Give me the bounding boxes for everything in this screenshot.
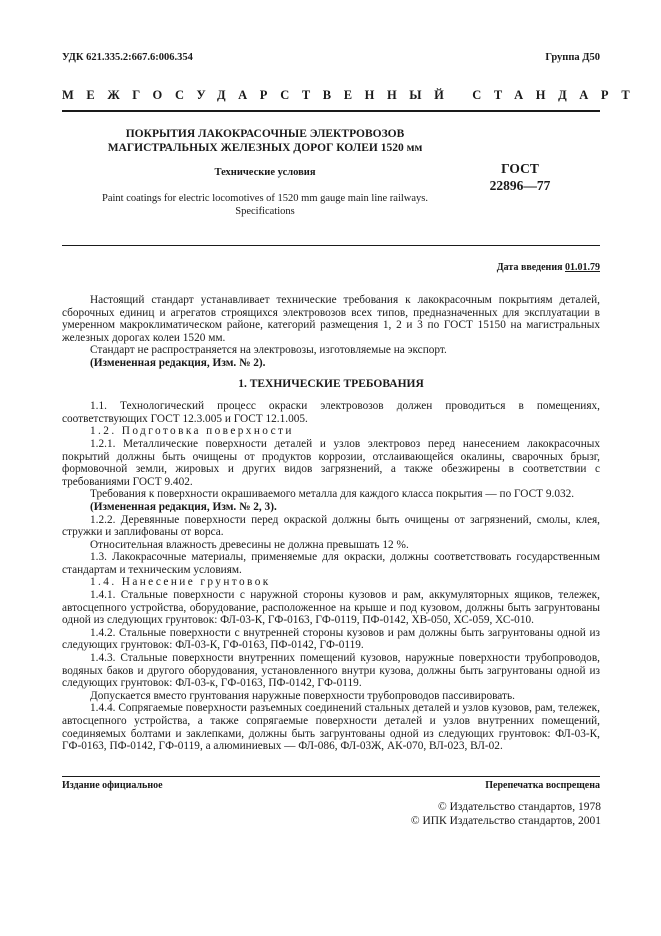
english-title — [80, 192, 450, 218]
subsection-title: 1.4. Нанесение грунтовок — [90, 576, 271, 589]
body-paragraph: Настоящий стандарт устанавливает технические требования к лакокрасочным покрытиям деталей, сборочных единиц и агрегатов строящихся электровозов всех типов, предназначенных для эксплуатации в умеренном макроклиматическом районе, категорий размещения 1, 2 и 3 по ГОСТ 15150 на магистральных железных дорогах колеи 1520 мм. — [62, 294, 600, 344]
clause: 1.1. Технологический процесс окраски электровозов должен проводиться в помещениях, соответствующих ГОСТ 12.3.005 и ГОСТ 12.1.005. — [62, 400, 600, 425]
english-title-line-2: Specifications — [235, 206, 295, 217]
title-line-2: МАГИСТРАЛЬНЫХ ЖЕЛЕЗНЫХ ДОРОГ КОЛЕИ 1520 мм — [107, 142, 423, 154]
clause: 1.2.1. Металлические поверхности деталей и узлов электровоз перед нанесением лакокрасочных покрытий должны быть очищены от продуктов коррозии, отслаивающейся окалины, сварочных брызг, формовочной земли, жировых и других видов загрязнений, а также обезжирены в соответствии с требованиями ГОСТ 9.402. — [62, 437, 600, 488]
introduction-date — [497, 262, 600, 273]
clause: 1.3. Лакокрасочные материалы, применяемые для окраски, должны соответствовать государственным стандартам и техническим условиям. — [62, 551, 600, 576]
standard-type: МЕЖГОСУДАРСТВЕННЫЙ СТАНДАРТ — [62, 88, 643, 102]
clause: 1.4.3. Стальные поверхности внутренних помещений кузовов, наружные поверхности трубопроводов, водяных баков и другого оборудования, установленного внутри кузова, должны быть загрунтованы одной из следующих грунтовок: ФЛ-03-к, ГФ-0163, ПФ-0142, ГФ-0119. — [62, 652, 600, 690]
intro-date-value: 01.01.79 — [565, 262, 600, 273]
section-heading: 1. ТЕХНИЧЕСКИЕ ТРЕБОВАНИЯ — [238, 377, 424, 390]
header-rule — [62, 110, 600, 112]
english-title-line-1: Paint coatings for electric locomotives of 1520 mm gauge main line railways. — [102, 193, 428, 204]
udk-code: УДК 621.335.2:667.6:006.354 — [62, 52, 193, 63]
title-rule — [62, 245, 600, 246]
clause: 1.4.1. Стальные поверхности с наружной стороны кузовов и рам, аккумуляторных ящиков, тележек, автосцепного устройства, оборудование, расположенное на крыше и под кузовом, должны быть загрунтованы одной из следующих грунтовок: ФЛ-03-К, ГФ-0163, ГФ-0119, ПФ-0142, ХВ-050, ХС-059, ХС-010. — [62, 589, 600, 627]
subsection-title: 1.2. Подготовка поверхности — [90, 425, 294, 438]
clause: Требования к поверхности окрашиваемого металла для каждого класса покрытия — по ГОСТ 9.032. — [90, 488, 575, 501]
title-line-1: ПОКРЫТИЯ ЛАКОКРАСОЧНЫЕ ЭЛЕКТРОВОЗОВ — [125, 128, 405, 140]
group-code: Группа Д50 — [545, 52, 600, 63]
clause: Относительная влажность древесины не должна превышать 12 %. — [90, 538, 409, 551]
gost-label: ГОСТ — [501, 161, 539, 176]
intro-date-label: Дата введения — [496, 262, 563, 273]
document-title — [80, 127, 450, 155]
gost-number-block — [470, 160, 570, 194]
reprint-prohibited-label: Перепечатка воспрещена — [485, 780, 600, 791]
footer-rule — [62, 776, 600, 777]
document-subtitle: Технические условия — [214, 167, 316, 178]
clause: Допускается вместо грунтования наружные поверхности трубопроводов пассивировать. — [90, 689, 515, 702]
copyright-2001: © ИПК Издательство стандартов, 2001 — [410, 815, 601, 827]
document-body — [62, 294, 600, 753]
body-paragraph: Стандарт не распространяется на электровозы, изготовляемые на экспорт. — [90, 344, 447, 357]
amendment-note: (Измененная редакция, Изм. № 2, 3). — [90, 500, 277, 513]
official-edition-label: Издание официальное — [62, 780, 163, 791]
clause: 1.4.4. Сопрягаемые поверхности разъемных соединений стальных деталей и узлов кузовов, рам, тележек, автосцепного устройства, а также сопрягаемые поверхности деталей и узлов внутренних помещений, соединяемых болтами и заклепками, должны быть загрунтованы одной из следующих грунтовок: ФЛ-03-К, ГФ-0163, ПФ-0142, ГФ-0119, а алюминиевых — ФЛ-086, ФЛ-03Ж, АК-070, ВЛ-023, ВЛ-02. — [62, 702, 600, 753]
copyright-1978: © Издательство стандартов, 1978 — [437, 801, 601, 813]
gost-number: 22896—77 — [489, 178, 551, 193]
clause: 1.2.2. Деревянные поверхности перед окраской должны быть очищены от загрязнений, смолы, клея, стружки и заплифованы от ворса. — [62, 513, 600, 539]
clause: 1.4.2. Стальные поверхности с внутренней стороны кузовов и рам должны быть загрунтованы одной из следующих грунтовок: ФЛ-03-К, ГФ-0163, ПФ-0142, ГФ-0119. — [62, 626, 600, 652]
amendment-note: (Измененная редакция, Изм. № 2). — [90, 356, 266, 369]
